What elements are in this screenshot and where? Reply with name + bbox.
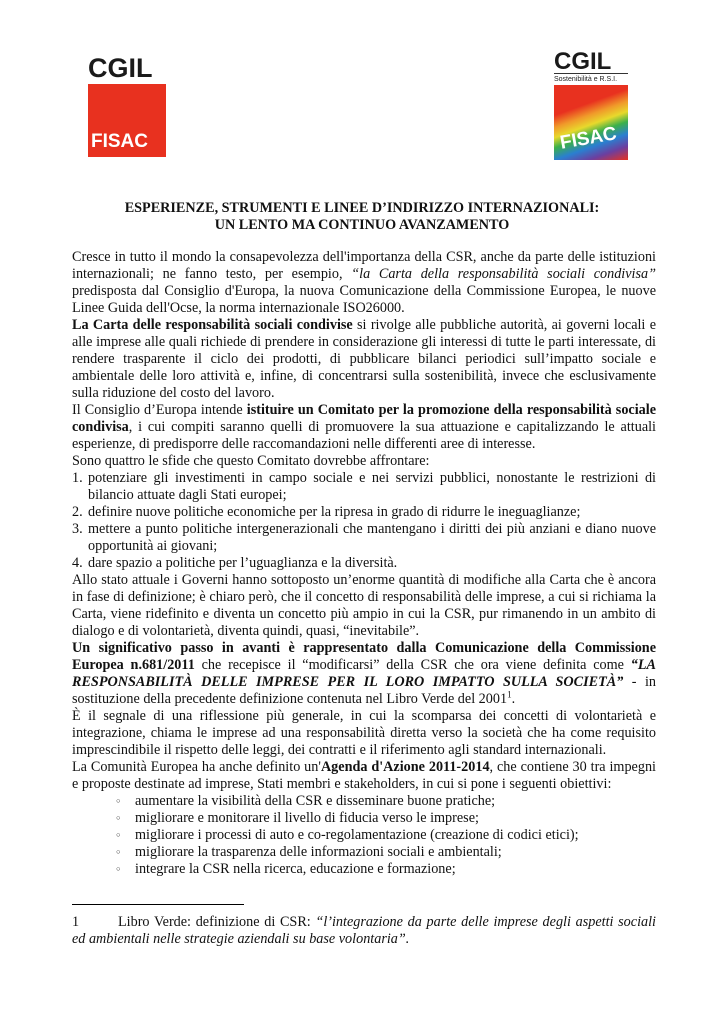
list-text: integrare la CSR nella ricerca, educazione e formazione;: [135, 861, 456, 877]
bullet-icon: ◦: [115, 795, 122, 808]
list-text: aumentare la visibilità della CSR e disseminare buone pratiche;: [135, 793, 496, 809]
bold-text: istituire un Comitato per la promozione della responsabilità sociale condivisa: [72, 402, 656, 435]
bold-text: Agenda d'Azione 2011-2014: [320, 759, 490, 775]
list-number: 4.: [72, 555, 83, 571]
list-text: mettere a punto politiche intergenerazionali che mantengano i diritti dei più anziani e diano nuove opportunità ai giovani;: [88, 521, 656, 554]
document-title: [72, 200, 652, 234]
list-text: potenziare gli investimenti in campo sociale e nei servizi pubblici, nonostante le restrizioni di bilancio attuate dagli Stati europei;: [88, 470, 656, 503]
text: Cresce in tutto il mondo la consapevolezza dell'importanza della CSR, anche da parte delle istituzioni internazionali; ne fanno testo, per esempio,: [72, 249, 656, 282]
list-number: 1.: [72, 470, 83, 486]
footnote: [72, 914, 656, 948]
text: , che contiene 30 tra impegni e proposte destinate ad imprese, Stati membri e stakeholders, in cui si pone i seguenti obiettivi:: [72, 759, 656, 792]
bold-text: La Carta delle responsabilità sociali condivise: [72, 317, 353, 333]
text: - in sostituzione della precedente definizione contenuta nel Libro Verde del 2001: [72, 674, 656, 707]
list-text: dare spazio a politiche per l’uguaglianza e la diversità.: [88, 555, 398, 571]
bullet-icon: ◦: [115, 846, 122, 859]
list-number: 3.: [72, 521, 83, 537]
text: si rivolge alle pubbliche autorità, ai governi locali e alle imprese alle quali richiede di prendere in considerazione gli interessi di tutte le parti interessate, di rendere trasparente il ciclo dei prodotti, di pubblicare bilanci periodici sull’impatto sociale e ambientale delle loro attività e, infine, di concentrarsi sulla sostenibilità, invece che esclusivamente sulla riduzione del costo del lavoro.: [72, 317, 656, 401]
text: Il Consiglio d’Europa intende: [72, 402, 247, 418]
paragraph-comunicazione: [72, 640, 656, 708]
paragraph-segnale: È il segnale di una riflessione più generale, in cui la scomparsa dei concetti di volontarietà e integrazione, chiama le imprese ad una responsabilità diretta verso la società che ha come requisito imprescindibile il rispetto delle leggi, dei contratti e il riferimento agli standard internazionali.: [72, 708, 656, 758]
list-item: [72, 810, 656, 827]
objectives-list: [72, 793, 656, 878]
italic-text: “la Carta della responsabilità sociali condivisa”: [351, 266, 656, 282]
document-body: [72, 249, 656, 878]
list-number: 2.: [72, 504, 83, 520]
text: , i cui compiti saranno quelli di promuovere la sua attuazione e capitalizzando le attuali esperienze, di predisporre delle raccomandazioni nelle differenti aree di interesse.: [72, 419, 656, 452]
list-text: migliorare la trasparenza delle informazioni sociali e ambientali;: [135, 844, 502, 860]
paragraph-agenda: [72, 759, 656, 793]
list-item: [72, 555, 656, 572]
list-item: [72, 793, 656, 810]
text: predisposta dal Consiglio d'Europa, la nuova Comunicazione della Commissione Europea, le nuove Linee Guida dell'Ocse, la norma internazionale ISO26000.: [72, 283, 656, 316]
logo-fisac-text: FISAC: [91, 131, 148, 152]
list-text: definire nuove politiche economiche per la ripresa in grado di ridurre le ineguaglianze;: [88, 504, 581, 520]
paragraph-sfide: Sono quattro le sfide che questo Comitato dovrebbe affrontare:: [72, 453, 430, 469]
list-item: [72, 827, 656, 844]
footnote-ref: 1: [507, 689, 512, 700]
title-line-2: UN LENTO MA CONTINUO AVANZAMENTO: [214, 217, 510, 233]
logo-cgil-text: CGIL: [88, 53, 153, 83]
title-line-1: ESPERIENZE, STRUMENTI E LINEE D’INDIRIZZO INTERNAZIONALI:: [124, 200, 600, 216]
logo-rainbow-block: [554, 85, 628, 160]
cgil-sostenibilita-logo: [554, 48, 628, 159]
bold-text: Un significativo passo in avanti è rappresentato dalla Comunicazione della Commissione Europea n.681/2011: [72, 640, 656, 673]
list-item: [72, 521, 656, 555]
list-text: migliorare i processi di auto e co-regolamentazione (creazione di codici etici);: [135, 827, 579, 843]
list-item: [72, 861, 656, 878]
logo-cgil-text-right: CGIL: [554, 48, 612, 75]
list-item: [72, 844, 656, 861]
paragraph-intro: [72, 249, 656, 317]
text: che recepisce il “modificarsi” della CSR che ora viene definita come: [194, 657, 631, 673]
italic-text: “l’integrazione da parte delle imprese degli aspetti sociali ed ambientali nelle strategie aziendali su base volontaria”.: [72, 914, 656, 947]
text: Libro Verde: definizione di CSR:: [118, 914, 316, 930]
list-item: [72, 504, 656, 521]
logo-fisac-text-right: FISAC: [558, 123, 619, 154]
footnote-separator: [72, 904, 244, 905]
cgil-fisac-logo: [88, 54, 166, 158]
footnote-number: 1: [72, 914, 80, 930]
bullet-icon: ◦: [115, 829, 122, 842]
challenges-list: [72, 470, 656, 572]
paragraph-carta: [72, 317, 656, 402]
bold-italic-text: “LA RESPONSABILITÀ DELLE IMPRESE PER IL LORO IMPATTO SULLA SOCIETÀ”: [72, 657, 656, 690]
logo-subtitle: Sostenibilità e R.S.I.: [554, 73, 628, 85]
logo-red-block: [88, 84, 166, 157]
bullet-icon: ◦: [115, 812, 122, 825]
list-item: [72, 470, 656, 504]
paragraph-stato-attuale: Allo stato attuale i Governi hanno sottoposto un’enorme quantità di modifiche alla Carta che è ancora in fase di definizione; è chiaro però, che il concetto di responsabilità delle imprese, a cui si richiama la Carta, viene ridefinito e diventa un concetto più ampio in cui la CSR, pur rimanendo in un ambito di dialogo e di volontarietà, diventa quindi, quasi, “inevitabile”.: [72, 572, 656, 639]
paragraph-consiglio: [72, 402, 656, 453]
list-text: migliorare e monitorare il livello di fiducia verso le imprese;: [135, 810, 479, 826]
text: La Comunità Europea ha anche definito un': [72, 759, 321, 775]
bullet-icon: ◦: [115, 863, 122, 876]
text: .: [511, 691, 516, 707]
